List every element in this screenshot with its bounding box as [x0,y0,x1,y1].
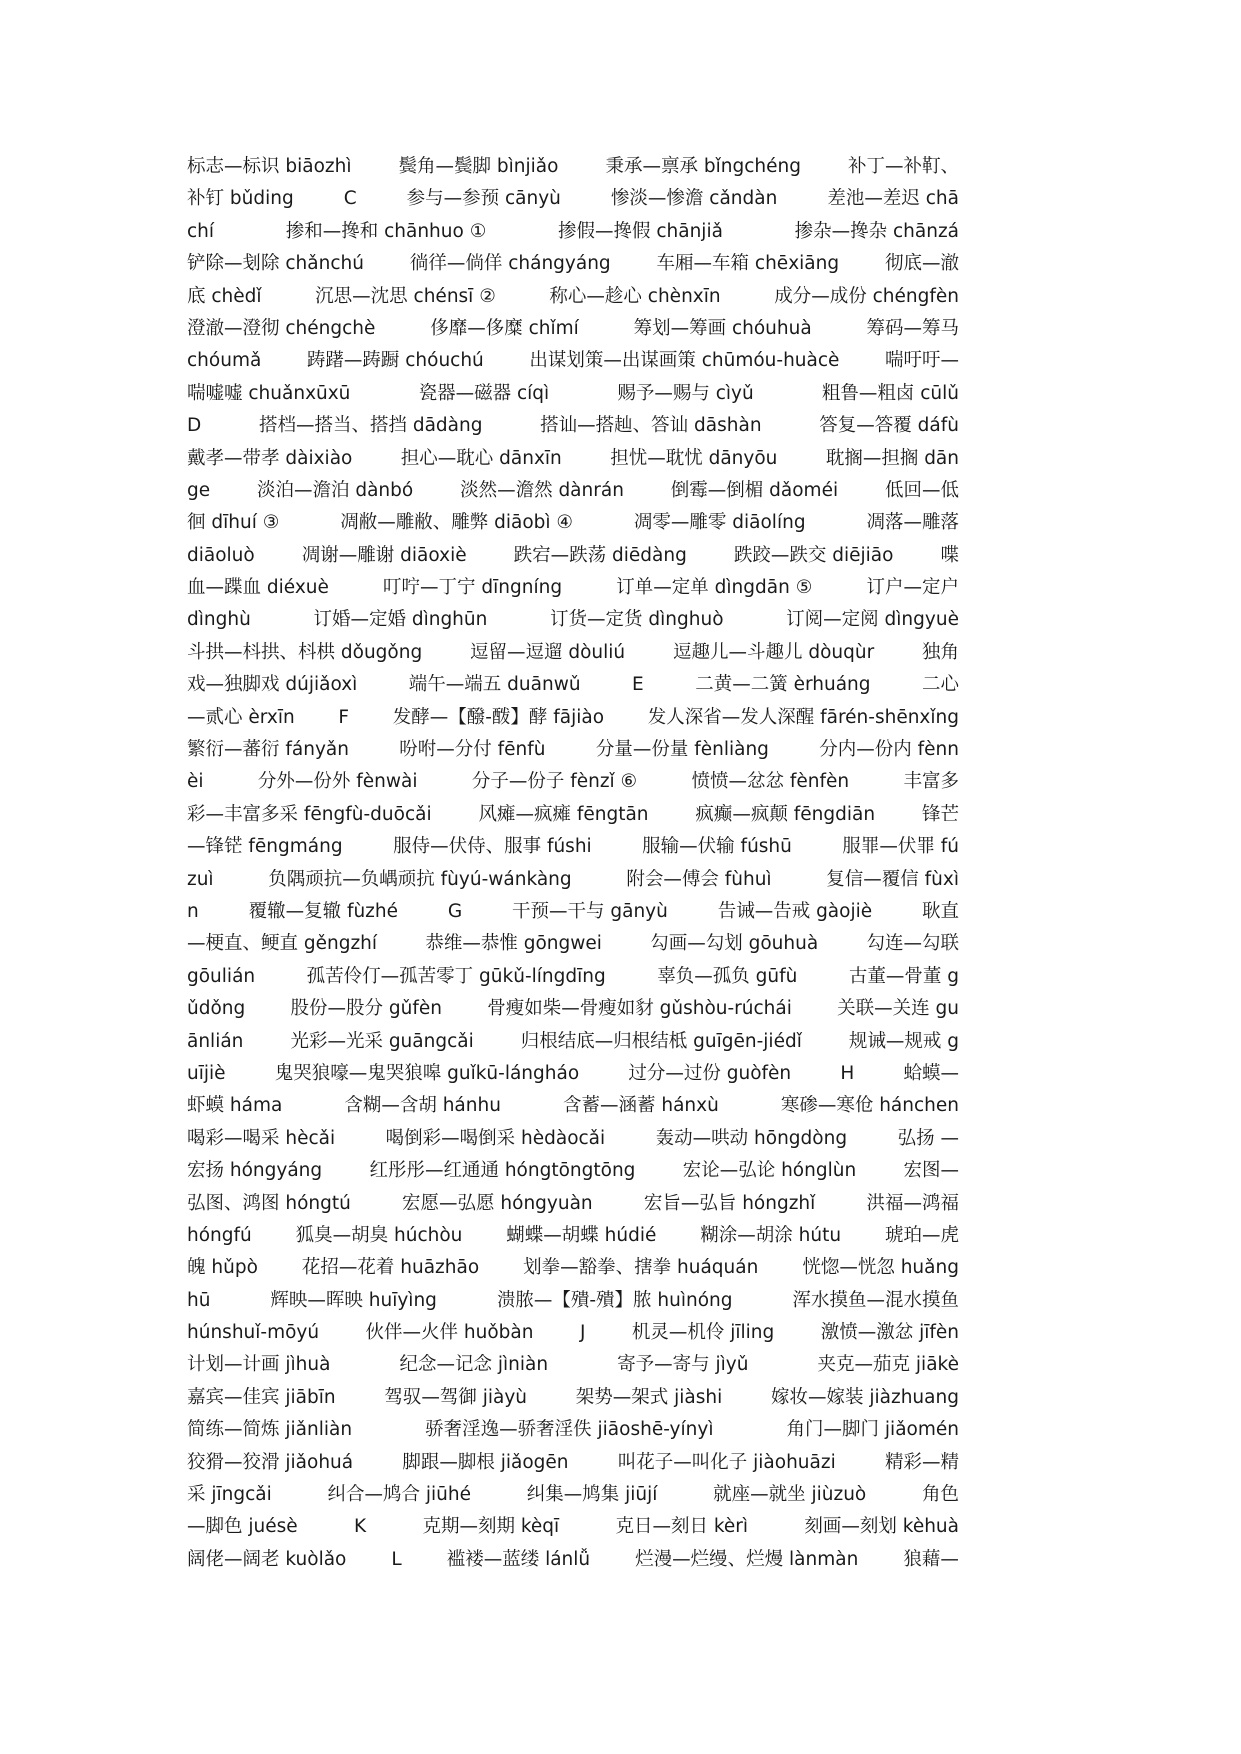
entry-segment: gōulián [187,965,256,987]
text-line [187,183,959,215]
entry-segment: 淡泊—澹泊 dànbó [256,479,414,501]
entry-segment: diāoluò [187,544,255,566]
vocabulary-variant-list [187,151,959,1576]
text-line [187,1382,959,1414]
entry-segment: 寒碜—寒伧 hánchen [780,1095,959,1117]
entry-segment: 克期—刻期 kèqī [422,1516,560,1538]
entry-segment: 端午—端五 duānwǔ [408,674,581,696]
entry-segment: hū [187,1289,211,1311]
text-line [187,766,959,798]
entry-segment: 订货—定货 dìnghuò [550,609,724,631]
entry-segment: 补钉 bǔding [187,188,294,210]
entry-segment: 喋 [940,544,959,566]
entry-segment: 恭维—恭惟 gōngwei [425,933,602,955]
entry-segment: 喘嘘嘘 chuǎnxūxū [187,382,351,404]
entry-segment: 辉映—晖映 huīyìng [270,1289,437,1311]
entry-segment: 血—蹀血 diéxuè [187,577,329,599]
entry-segment: 轰动—哄动 hōngdòng [655,1127,848,1149]
entry-segment: 糊涂—胡涂 hútu [700,1224,842,1246]
entry-segment: 称心—趁心 chènxīn [549,285,721,307]
entry-segment: húnshuǐ-mōyú [187,1322,320,1344]
entry-segment: 订婚—定婚 dìnghūn [313,609,488,631]
entry-segment: 鬼哭狼嚎—鬼哭狼嗥 guǐkū-lángháo [274,1062,580,1084]
entry-segment: 丰富多 [903,771,959,793]
entry-segment: 凋落—雕落 [866,512,959,534]
entry-segment: hóngfú [187,1224,252,1246]
section-letter: F [338,706,350,728]
text-line [187,475,959,507]
text-line [187,896,959,928]
entry-segment: 就座—就坐 jiùzuò [713,1484,867,1506]
text-line [187,637,959,669]
entry-segment: 答复—答覆 dáfù [819,415,959,437]
entry-segment: 归根结底—归根结柢 guīgēn-jiédǐ [520,1030,802,1052]
text-line [187,540,959,572]
entry-segment: 寄予—寄与 jìyǔ [617,1354,749,1376]
entry-segment: dìnghù [187,609,251,631]
text-line [187,1123,959,1155]
text-line [187,1026,959,1058]
entry-segment: 嫁妆—嫁装 jiàzhuang [771,1386,959,1408]
entry-segment: 狡猾—狡滑 jiǎohuá [187,1451,354,1473]
text-line [187,1447,959,1479]
section-letter: D [187,415,202,437]
entry-segment: 告诫—告戒 gàojiè [717,900,873,922]
entry-segment: 含蓄—涵蓄 hánxù [562,1095,719,1117]
entry-segment: uījiè [187,1062,226,1084]
entry-segment: 担忧—耽忧 dānyōu [610,447,778,469]
entry-segment: 喝彩—喝采 hècǎi [187,1127,336,1149]
entry-segment: 凋谢—雕谢 diāoxiè [301,544,467,566]
text-line [187,1317,959,1349]
entry-segment: 勾画—勾划 gōuhuà [650,933,819,955]
text-line [187,1349,959,1381]
entry-segment: 筹码—筹马 [866,317,959,339]
entry-segment: 粗鲁—粗卤 cūlǔ [821,382,959,404]
entry-segment: 复信—覆信 fùxì [826,868,959,890]
entry-segment: 角色 [921,1484,959,1506]
entry-segment: chóumǎ [187,350,262,372]
entry-segment: 搭档—搭当、搭挡 dādàng [258,415,483,437]
entry-segment: 发酵—【醱-酦】酵 fājiào [392,706,605,728]
entry-segment: 干预—干与 gānyù [512,900,668,922]
entry-segment: 侈靡—侈糜 chǐmí [430,317,579,339]
entry-segment: 分量—份量 fènliàng [595,739,769,761]
entry-segment: 刻画—刻划 kèhuà [804,1516,959,1538]
text-line [187,1511,959,1543]
entry-segment: 风瘫—疯瘫 fēngtān [478,803,649,825]
entry-segment: 担心—耽心 dānxīn [400,447,562,469]
section-letter: E [632,674,644,696]
entry-segment: 掺假—搀假 chānjiǎ [557,220,723,242]
entry-segment: 铲除—刬除 chǎnchú [187,253,364,275]
entry-segment: 光彩—光采 guāngcǎi [290,1030,474,1052]
section-letter: J [579,1322,586,1344]
text-line [187,1544,959,1576]
entry-segment: 规诫—规戒 g [848,1030,959,1052]
entry-segment: 纠合—鸠合 jiūhé [327,1484,471,1506]
entry-segment: 差池—差迟 chā [827,188,959,210]
entry-segment: 搭讪—搭赸、答讪 dāshàn [540,415,762,437]
entry-segment: 阔佬—阔老 kuòlǎo [187,1548,347,1570]
entry-segment: 成分—成份 chéngfèn [774,285,959,307]
entry-segment: 宏愿—弘愿 hóngyuàn [402,1192,593,1214]
entry-segment: 嘉宾—佳宾 jiābīn [187,1386,336,1408]
entry-segment: 蝴蝶—胡蝶 húdié [506,1224,657,1246]
entry-segment: 戏—独脚戏 dújiǎoxì [187,674,358,696]
entry-segment: 逗留—逗遛 dòuliú [469,641,626,663]
text-line [187,572,959,604]
text-line [187,313,959,345]
entry-segment: 彩—丰富多采 fēngfù-duōcǎi [187,803,432,825]
entry-segment: 负隅顽抗—负嵎顽抗 fùyú-wánkàng [268,868,572,890]
entry-segment: èi [187,771,204,793]
entry-segment: 徊 dīhuí ③ [187,512,280,534]
entry-segment: 服罪—伏罪 fú [842,836,959,858]
entry-segment: 发人深省—发人深醒 fārén-shēnxǐng [647,706,959,728]
entry-segment: ǔdǒng [187,998,246,1020]
entry-segment: 狐臭—胡臭 húchòu [295,1224,463,1246]
entry-segment: 恍惚—恍忽 huǎng [802,1257,959,1279]
entry-segment: 划拳—豁拳、搳拳 huáquán [523,1257,759,1279]
entry-segment: 疯癫—疯颠 fēngdiān [695,803,876,825]
entry-segment: 叫花子—叫化子 jiàohuāzi [617,1451,836,1473]
entry-segment: 分子—份子 fènzǐ ⑥ [471,771,638,793]
text-line [187,345,959,377]
entry-segment: 鬓角—鬓脚 bìnjiǎo [398,156,559,177]
entry-segment: n [187,900,199,922]
text-line [187,378,959,410]
entry-segment: 二黄—二簧 èrhuáng [695,674,871,696]
entry-segment: 耿直 [921,900,959,922]
entry-segment: 计划—计画 jìhuà [187,1354,331,1376]
entry-segment: 过分—过份 guòfèn [628,1062,792,1084]
entry-segment: 股份—股分 gǔfèn [290,998,442,1020]
text-line [187,864,959,896]
text-line [187,1155,959,1187]
entry-segment: 角门—脚门 jiǎomén [786,1419,959,1441]
entry-segment: 古董—骨董 g [848,965,959,987]
entry-segment: 叮咛—丁宁 dīngníng [383,577,563,599]
entry-segment: 孤苦伶仃—孤苦零丁 gūkǔ-língdīng [306,965,606,987]
entry-segment: chí [187,220,215,242]
entry-segment: 花招—花着 huāzhāo [301,1257,480,1279]
entry-segment: 服输—伏输 fúshū [642,836,792,858]
entry-segment: 驾驭—驾御 jiàyù [384,1386,528,1408]
entry-segment: 掺杂—搀杂 chānzá [794,220,959,242]
text-line [187,734,959,766]
entry-segment: ge [187,479,211,501]
section-letter: K [353,1516,367,1538]
entry-segment: 狼藉— [903,1548,959,1570]
text-line [187,1220,959,1252]
entry-segment: 弘图、鸿图 hóngtú [187,1192,351,1214]
entry-segment: 独角 [921,641,959,663]
entry-segment: 订阅—定阅 dìngyuè [786,609,959,631]
entry-segment: 激愤—激忿 jīfèn [820,1322,959,1344]
entry-segment: 吩咐—分付 fēnfù [399,739,546,761]
entry-segment: 补丁—补靪、 [847,156,959,177]
entry-segment: 底 chèdǐ [187,285,262,307]
entry-segment: 辜负—孤负 gūfù [657,965,798,987]
entry-segment: 机灵—机伶 jīling [631,1322,775,1344]
entry-segment: 琥珀—虎 [884,1224,959,1246]
entry-segment: 红彤彤—红通通 hóngtōngtōng [369,1160,636,1182]
entry-segment: 耽搁—担搁 dān [825,447,959,469]
entry-segment: —锋铓 fēngmáng [187,836,343,858]
entry-segment: 二心 [921,674,959,696]
entry-segment: 弘扬 — [897,1127,959,1149]
section-letter: L [391,1548,402,1570]
entry-segment: 戴孝—带孝 dàixiào [187,447,353,469]
entry-segment: 凋敝—雕敝、雕弊 diāobì ④ [340,512,573,534]
entry-segment: 沉思—沈思 chénsī ② [315,285,496,307]
entry-segment: 订户—定户 [866,577,959,599]
entry-segment: 筹划—筹画 chóuhuà [633,317,812,339]
entry-segment: 架势—架式 jiàshi [575,1386,723,1408]
entry-segment: 含糊—含胡 hánhu [344,1095,501,1117]
text-line [187,281,959,313]
entry-segment: 参与—参预 cānyù [406,188,561,210]
entry-segment: 宏扬 hóngyáng [187,1160,323,1182]
entry-segment: 倒霉—倒楣 dǎoméi [670,479,839,501]
text-line [187,1479,959,1511]
entry-segment: 蛤蟆— [903,1062,959,1084]
entry-segment: 订单—定单 dìngdān ⑤ [616,577,813,599]
text-line [187,151,959,183]
entry-segment: 浑水摸鱼—混水摸鱼 [792,1289,959,1311]
entry-segment: 分外—份外 fènwài [257,771,418,793]
entry-segment: 宏旨—弘旨 hóngzhǐ [643,1192,816,1214]
entry-segment: 克日—刻日 kèrì [615,1516,749,1538]
text-line [187,702,959,734]
entry-segment: 简练—简炼 jiǎnliàn [187,1419,353,1441]
entry-segment: —贰心 èrxīn [187,706,295,728]
entry-segment: 宏图— [903,1160,959,1182]
entry-segment: 淡然—澹然 dànrán [460,479,624,501]
entry-segment: 溃脓—【殨-殨】脓 huìnóng [496,1289,733,1311]
section-letter: C [343,188,357,210]
entry-segment: 纪念—记念 jìniàn [399,1354,549,1376]
entry-segment: 伙伴—火伴 huǒbàn [365,1322,534,1344]
entry-segment: 澄澈—澄彻 chéngchè [187,317,376,339]
entry-segment: 瓷器—磁器 cíqì [418,382,550,404]
entry-segment: 喝倒彩—喝倒采 hèdàocǎi [385,1127,606,1149]
entry-segment: 喘吁吁— [884,350,959,372]
text-line [187,216,959,248]
entry-segment: 惨淡—惨澹 cǎndàn [610,188,778,210]
entry-segment: 骨瘦如柴—骨瘦如豺 gǔshòu-rúchái [487,998,792,1020]
text-line [187,799,959,831]
entry-segment: 分内—份内 fènn [819,739,959,761]
entry-segment: 彻底—澈 [884,253,959,275]
text-line [187,443,959,475]
text-line [187,1252,959,1284]
entry-segment: 繁衍—蕃衍 fányǎn [187,739,349,761]
section-letter: H [840,1062,855,1084]
text-line [187,961,959,993]
text-line [187,669,959,701]
entry-segment: 褴褛—蓝缕 lánlǚ [446,1548,591,1570]
entry-segment: —梗直、鲠直 gěngzhí [187,933,378,955]
entry-segment: 魄 hǔpò [187,1257,258,1279]
entry-segment: 锋芒 [921,803,959,825]
entry-segment: 凋零—雕零 diāolíng [633,512,806,534]
entry-segment: 秉承—禀承 bǐngchéng [605,156,801,177]
text-line [187,928,959,960]
text-line [187,1058,959,1090]
entry-segment: 虾蟆 háma [187,1095,283,1117]
text-line [187,248,959,280]
entry-segment: 斗拱—枓拱、枓栱 dǒugǒng [187,641,423,663]
entry-segment: 徜徉—倘佯 chángyáng [409,253,611,275]
entry-segment: 标志—标识 biāozhì [187,156,352,177]
entry-segment: 踌躇—踌蹰 chóuchú [306,350,484,372]
entry-segment: 脚跟—脚根 jiǎogēn [402,1451,569,1473]
text-line [187,1414,959,1446]
entry-segment: 骄奢淫逸—骄奢淫佚 jiāoshē-yínyì [425,1419,714,1441]
text-line [187,1188,959,1220]
entry-segment: 宏论—弘论 hónglùn [682,1160,857,1182]
text-line [187,1285,959,1317]
entry-segment: 出谋划策—出谋画策 chūmóu-huàcè [529,350,840,372]
entry-segment: 纠集—鸠集 jiūjí [526,1484,658,1506]
entry-segment: 附会—傅会 fùhuì [626,868,772,890]
entry-segment: 低回—低 [884,479,959,501]
section-letter: G [447,900,463,922]
entry-segment: 服侍—伏侍、服事 fúshi [393,836,592,858]
text-line [187,831,959,863]
entry-segment: 车厢—车箱 chēxiāng [656,253,840,275]
entry-segment: 精彩—精 [884,1451,959,1473]
entry-segment: 采 jīngcǎi [187,1484,272,1506]
entry-segment: zuì [187,868,214,890]
entry-segment: 覆辙—复辙 fùzhé [248,900,398,922]
entry-segment: 勾连—勾联 [866,933,959,955]
entry-segment: 洪福—鸿福 [866,1192,959,1214]
entry-segment: ānlián [187,1030,244,1052]
entry-segment: 夹克—茄克 jiākè [817,1354,959,1376]
text-line [187,1090,959,1122]
entry-segment: 跌宕—跌荡 diēdàng [513,544,687,566]
entry-segment: 逗趣儿—斗趣儿 dòuqùr [672,641,875,663]
text-line [187,604,959,636]
text-line [187,993,959,1025]
text-line [187,507,959,539]
entry-segment: 愤愤—忿忿 fènfèn [691,771,850,793]
entry-segment: 关联—关连 gu [837,998,959,1020]
entry-segment: —脚色 juésè [187,1516,298,1538]
entry-segment: 赐予—赐与 cìyǔ [617,382,754,404]
entry-segment: 烂漫—烂缦、烂熳 lànmàn [635,1548,859,1570]
entry-segment: 跌跤—跌交 diējiāo [733,544,894,566]
entry-segment: 掺和—搀和 chānhuo ① [285,220,487,242]
text-line [187,410,959,442]
